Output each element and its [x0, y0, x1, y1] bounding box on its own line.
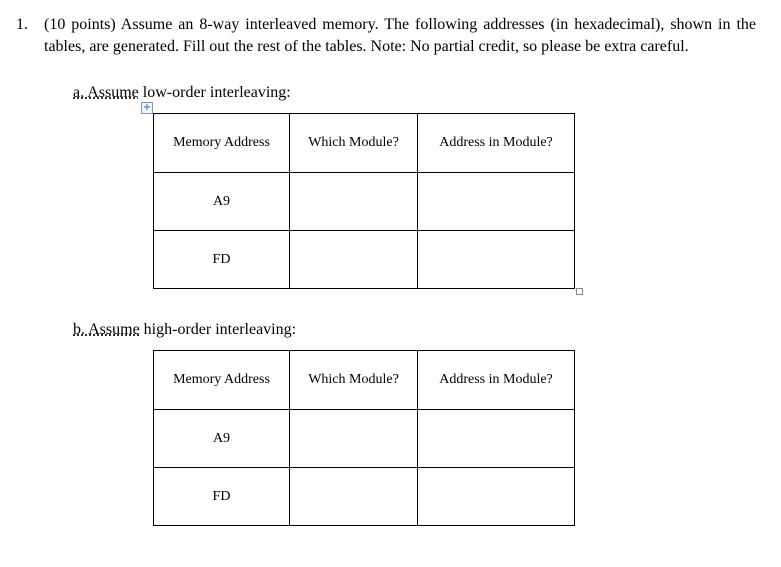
header-memory-address: Memory Address [154, 114, 290, 173]
module-cell[interactable] [290, 410, 418, 468]
memory-address-cell: A9 [154, 173, 290, 231]
header-address-in-module: Address in Module? [418, 351, 575, 410]
module-cell[interactable] [290, 468, 418, 526]
part-b-text: high-order interleaving: [139, 321, 297, 338]
table-header-row [154, 114, 575, 173]
memory-address-cell: A9 [154, 410, 290, 468]
table-header-row [154, 351, 575, 410]
question-text: (10 points) Assume an 8-way interleaved memory. The following addresses (in hexadecimal), shown in the tables, are generated. Fill out the rest of the tables. Note: No partial credit, so please be extra careful. [44, 16, 756, 55]
header-which-module: Which Module? [290, 114, 418, 173]
header-which-module: Which Module? [290, 351, 418, 410]
table-move-handle-icon[interactable]: + [142, 102, 152, 113]
memory-address-cell: FD [154, 231, 290, 289]
question-number: 1. [16, 16, 28, 33]
table-row [154, 231, 575, 289]
table-row [154, 468, 575, 526]
part-b-label: b. Assume [73, 321, 140, 338]
part-a-table [153, 113, 575, 289]
module-cell[interactable] [290, 231, 418, 289]
part-a-heading [73, 83, 291, 103]
part-b-table [153, 350, 575, 526]
question-block [16, 14, 756, 58]
module-cell[interactable] [290, 173, 418, 231]
module-address-cell[interactable] [418, 410, 575, 468]
module-address-cell[interactable] [418, 468, 575, 526]
header-address-in-module: Address in Module? [418, 114, 575, 173]
module-address-cell[interactable] [418, 173, 575, 231]
part-b-heading [73, 320, 296, 340]
part-a-text: low-order interleaving: [138, 84, 291, 101]
table-row [154, 173, 575, 231]
memory-address-cell: FD [154, 468, 290, 526]
part-a-label: a. Assume [73, 84, 139, 101]
header-memory-address: Memory Address [154, 351, 290, 410]
table-resize-handle[interactable] [576, 288, 583, 295]
table-row [154, 410, 575, 468]
module-address-cell[interactable] [418, 231, 575, 289]
